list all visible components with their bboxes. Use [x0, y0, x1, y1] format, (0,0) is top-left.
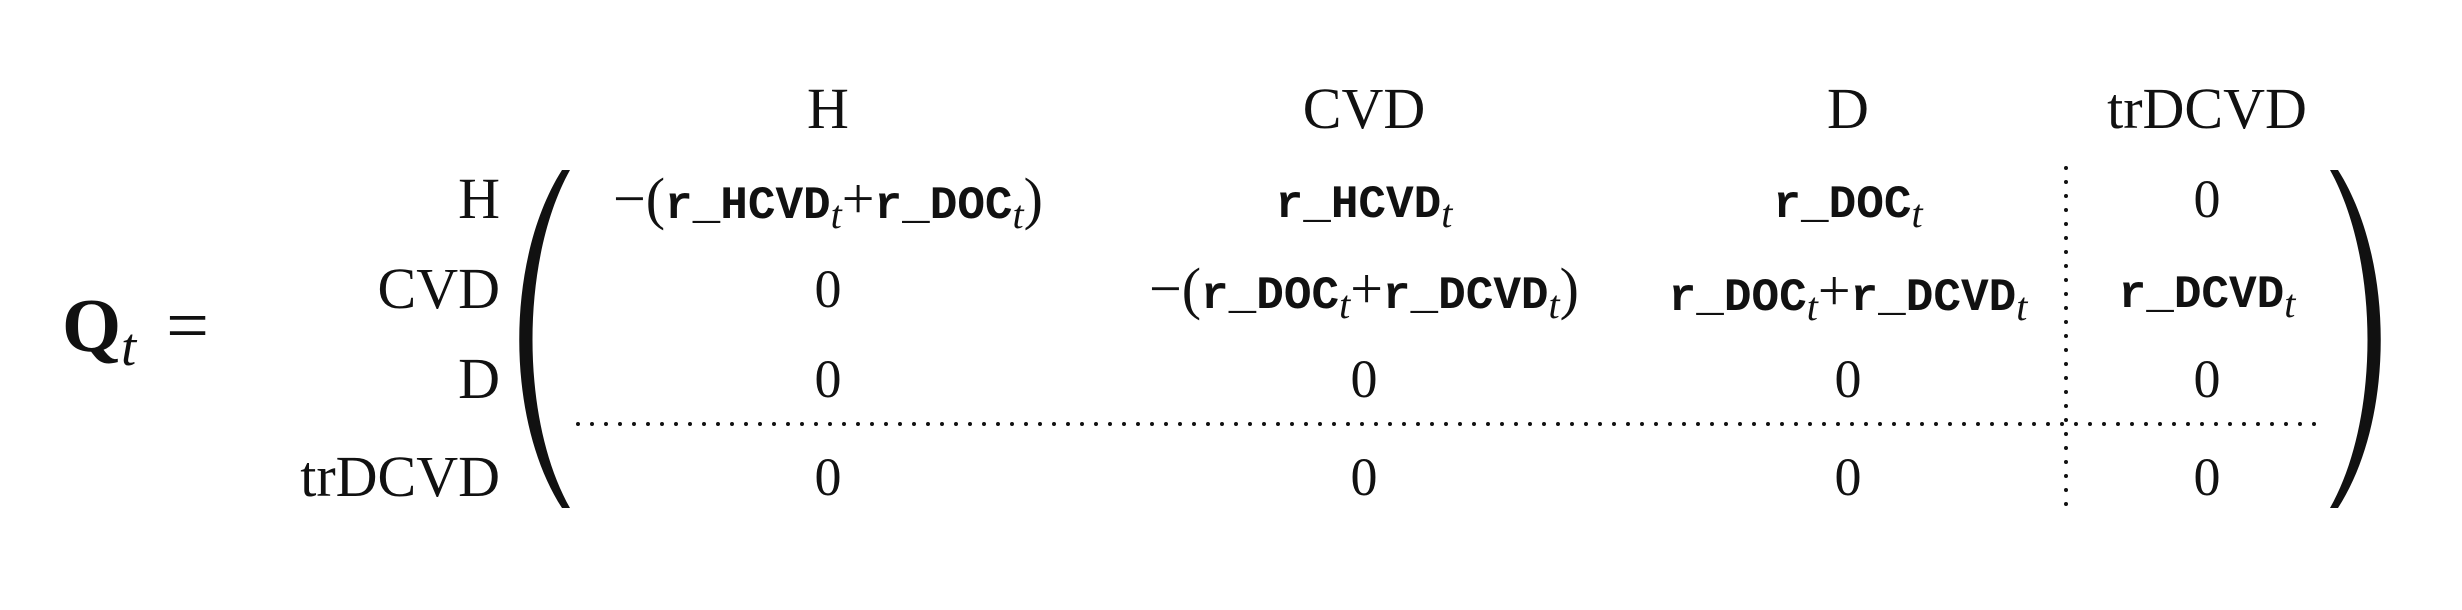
matrix-cell: r_HCVDt — [1275, 179, 1453, 236]
row-label: H — [458, 166, 500, 231]
column-header: H — [807, 76, 849, 141]
matrix-cell: 0 — [2193, 447, 2221, 507]
matrix-cell: r_DOCt+r_DCVDt — [1668, 258, 2028, 329]
matrix-cell: 0 — [1834, 349, 1862, 409]
column-header: D — [1827, 76, 1869, 141]
row-label: CVD — [377, 256, 500, 321]
column-header: trDCVD — [2107, 76, 2307, 141]
row-label: D — [458, 346, 500, 411]
matrix-cell: 0 — [1350, 447, 1378, 507]
matrix-cell: 0 — [1834, 447, 1862, 507]
left-paren — [519, 170, 570, 508]
matrix-cell: −(r_DOCt+r_DCVDt) — [1149, 256, 1579, 327]
matrix-cell: r_DOCt — [1773, 179, 1923, 236]
matrix-symbol: Q — [62, 284, 122, 368]
equals-sign: = — [166, 284, 210, 368]
matrix-cell: 0 — [814, 349, 842, 409]
row-label: trDCVD — [300, 444, 500, 509]
matrix-cell: 0 — [2193, 349, 2221, 409]
right-paren — [2330, 170, 2381, 508]
column-header: CVD — [1302, 76, 1426, 141]
matrix-cell: 0 — [1350, 349, 1378, 409]
matrix-subscript: t — [121, 317, 137, 377]
matrix-cell: −(r_HCVDt+r_DOCt) — [613, 166, 1043, 237]
matrix-cell: 0 — [814, 259, 842, 319]
matrix-cell: 0 — [2193, 169, 2221, 229]
matrix-cell: 0 — [814, 447, 842, 507]
matrix-cell: r_DCVDt — [2118, 269, 2296, 326]
